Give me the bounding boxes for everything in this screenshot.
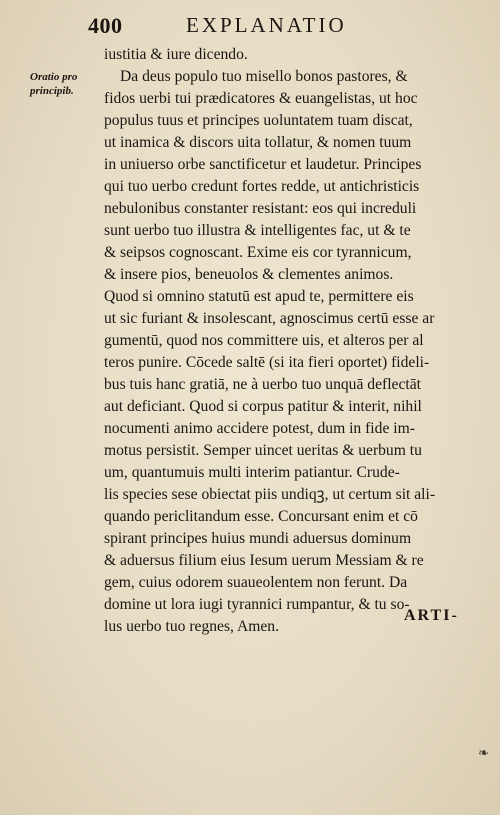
- text-line: & seipsos cognoscant. Exime eis cor tyrannicum,: [104, 244, 412, 261]
- text-line: Da deus populo tuo misello bonos pastores, &: [120, 68, 408, 85]
- body-text: [104, 44, 476, 638]
- text-line: ut sic furiant & insolescant, agnoscimus certū esse ar: [104, 310, 435, 327]
- text-line: & insere pios, beneuolos & clementes animos.: [104, 266, 394, 283]
- margin-note-line: Oratio pro: [30, 71, 78, 83]
- margin-note-line: principib.: [30, 85, 74, 97]
- text-line: teros punire. Cōcede saltē (si ita fieri oportet) fideli-: [104, 354, 430, 371]
- text-line: quando periclitandum esse. Concursant enim et cō: [104, 508, 418, 525]
- text-line: um, quantumuis multi interim patiantur. Crude-: [104, 464, 400, 481]
- text-line: gem, cuius odorem suaueolentem non ferunt. Da: [104, 574, 408, 591]
- page-number: 400: [88, 13, 123, 38]
- catchword: ARTI-: [404, 607, 459, 624]
- text-line: ut inamica & discors uita tollatur, & nomen tuum: [104, 134, 412, 151]
- margin-note: [30, 70, 102, 98]
- text-line: spirant principes huius mundi aduersus dominum: [104, 530, 412, 547]
- text-line: qui tuo uerbo credunt fortes redde, ut antichristicis: [104, 178, 420, 195]
- text-line: bus tuis hanc gratiā, ne à uerbo tuo unquā deflectāt: [104, 376, 421, 393]
- text-line: iustitia & iure dicendo.: [104, 46, 248, 63]
- text-line: motus persistit. Semper uincet ueritas & uerbum tu: [104, 442, 422, 459]
- text-line: sunt uerbo tuo illustra & intelligentes fac, ut & te: [104, 222, 411, 239]
- text-line: gumentū, quod nos committere uis, et alteros per al: [104, 332, 424, 349]
- text-line: in uniuerso orbe sanctificetur et laudetur. Principes: [104, 156, 422, 173]
- text-line: lus uerbo tuo regnes, Amen.: [104, 618, 279, 635]
- fleuron-icon: ❧: [478, 745, 489, 760]
- text-line: populus tuus et principes uoluntatem tuam discat,: [104, 112, 413, 129]
- text-line: Quod si omnino statutū est apud te, permittere eis: [104, 288, 414, 305]
- text-line: domine ut lora iugi tyrannici rumpantur, & tu so-: [104, 596, 410, 613]
- text-line: aut deficiant. Quod si corpus patitur & interit, nihil: [104, 398, 422, 415]
- text-line: & aduersus filium eius Iesum uerum Messiam & re: [104, 552, 424, 569]
- text-line: lis species sese obiectat piis undiqꝫ, ut certum sit ali-: [104, 486, 436, 503]
- text-line: nebulonibus constanter resistant: eos qui increduli: [104, 200, 417, 217]
- text-line: fidos uerbi tui prædicatores & euangelistas, ut hoc: [104, 90, 418, 107]
- running-head: EXPLANATIO: [186, 13, 347, 37]
- text-line: nocumenti animo accidere potest, dum in fide im-: [104, 420, 415, 437]
